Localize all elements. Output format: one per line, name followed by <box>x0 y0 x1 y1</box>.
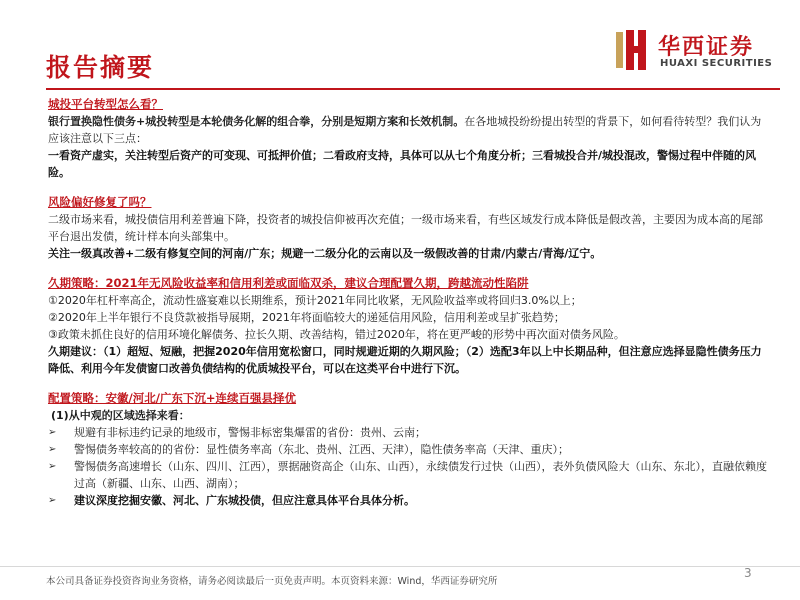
section-paragraph <box>48 113 768 147</box>
paragraph-text: 在各地城投纷纷提出转型的背景下，如何看待转型？我们认为应该注意以下三点： <box>48 115 762 145</box>
arrow-bullet-icon: ➢ <box>48 444 57 455</box>
logo-english-name: HUAXI SECURITIES <box>660 58 773 69</box>
arrow-bullet-icon: ➢ <box>48 427 57 438</box>
section-heading-duration-strategy: 久期策略：2021年无风险收益率和信用利差或面临双杀，建议合理配置久期，跨越流动性陷阱 <box>48 276 529 290</box>
numbered-item: ②2020年上半年银行不良贷款被指导展期，2021年将面临较大的递延信用风险，信用利差或呈扩张趋势； <box>48 311 565 324</box>
list-item <box>48 458 768 492</box>
key-statement: 银行置换隐性债务+城投转型是本轮债务化解的组合拳，分别是短期方案和长效机制。 <box>48 115 465 128</box>
page-title: 报告摘要 <box>46 53 155 82</box>
page-number: 3 <box>744 566 752 580</box>
arrow-bullet-icon: ➢ <box>48 461 57 472</box>
section-heading-transformation: 城投平台转型怎么看？ <box>48 97 163 111</box>
arrow-bullet-icon: ➢ <box>48 495 57 506</box>
numbered-item: ③政策未抓住良好的信用环境化解债务、拉长久期、改善结构，错过2020年，将在更严峻的形势中再次面对债务风险。 <box>48 328 625 341</box>
huaxi-logo-icon <box>614 28 652 72</box>
list-item <box>48 424 768 441</box>
footer-disclaimer: 本公司具备证券投资咨询业务资格，请务必阅读最后一页免责声明。本页资料来源：Wind，华西证券研究所 <box>46 576 498 587</box>
title-divider <box>46 88 780 90</box>
section-paragraph: 二级市场来看，城投债信用利差普遍下降，投资者的城投信仰被再次充值；一级市场来看，有些区域发行成本降低是假改善，主要因为成本高的尾部平台退出发债，统计样本向头部集中。 <box>48 213 763 243</box>
list-item-text: 警惕债务高速增长（山东、四川、江西），票据融资高企（山东、山西），永续债发行过快（山西），表外负债风险大（山东、东北），直融依赖度过高（新疆、山东、山西、湖南）； <box>74 460 767 490</box>
section-conclusion: 关注一级真改善+二级有修复空间的河南/广东；规避一二级分化的云南以及一级假改善的甘肃/内蒙古/青海/辽宁。 <box>48 247 602 260</box>
footer-divider <box>0 566 800 567</box>
company-logo <box>614 28 784 78</box>
duration-advice: 久期建议：（1）超短、短融，把握2020年信用宽松窗口，同时规避近期的久期风险；（2）选配3年以上中长期品种，但注意应选择显隐性债务压力降低、利用今年发债窗口改善负债结构的优质城投平台，可以在这类平台中进行下沉。 <box>48 345 762 375</box>
numbered-item: ①2020年杠杆率高企，流动性盛宴难以长期维系，预计2021年同比收紧，无风险收益率或将回归3.0%以上； <box>48 294 582 307</box>
list-item <box>48 492 768 509</box>
section-heading-risk-appetite: 风险偏好修复了吗？ <box>48 195 152 209</box>
list-item <box>48 441 768 458</box>
summary-body <box>48 96 768 509</box>
list-item-text: 建议深度挖掘安徽、河北、广东城投债，但应注意具体平台具体分析。 <box>74 494 415 507</box>
list-item-text: 规避有非标违约记录的地级市，警惕非标密集爆雷的省份：贵州、云南； <box>74 426 426 439</box>
logo-chinese-name: 华西证券 <box>658 35 755 60</box>
section-heading-allocation-strategy: 配置策略：安徽/河北/广东下沉+连续百强县择优 <box>48 391 297 405</box>
section-conclusion: 一看资产虚实，关注转型后资产的可变现、可抵押价值；二看政府支持，具体可以从七个角度分析；三看城投合并/城投混改，警惕过程中伴随的风险。 <box>48 149 757 179</box>
list-title: (1)从中观的区域选择来看： <box>51 409 190 422</box>
list-item-text: 警惕债务率较高的的省份：显性债务率高（东北、贵州、江西、天津），隐性债务率高（天津、重庆）； <box>74 443 569 456</box>
